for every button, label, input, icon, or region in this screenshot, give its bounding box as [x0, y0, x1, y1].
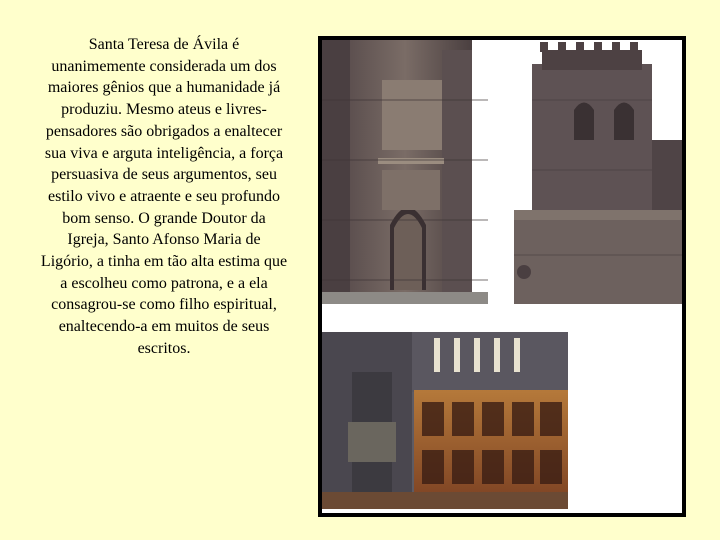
- body-text: Santa Teresa de Ávila é unanimemente considerada um dos maiores gênios que a humanidade já produziu. Mesmo ateus e livres-pensadores são obrigados a enaltecer sua viva e arguta inteligência, a força persuasiva de seus argumentos, seu estilo vivo e atraente e seu profundo bom senso. O grande Doutor da Igreja, Santo Afonso Maria de Ligório, a tinha em tão alta estima que a escolheu como patrona, e a ela consagrou-se como filho espiritual, enaltecendo-a em muitos de seus escritos.: [40, 36, 288, 357]
- photo-collage: [318, 36, 686, 517]
- cathedral-tower-photo: [514, 40, 682, 304]
- cathedral-facade-photo: [322, 40, 488, 304]
- collage-background: [322, 40, 682, 513]
- altar-retable-photo: [322, 332, 568, 509]
